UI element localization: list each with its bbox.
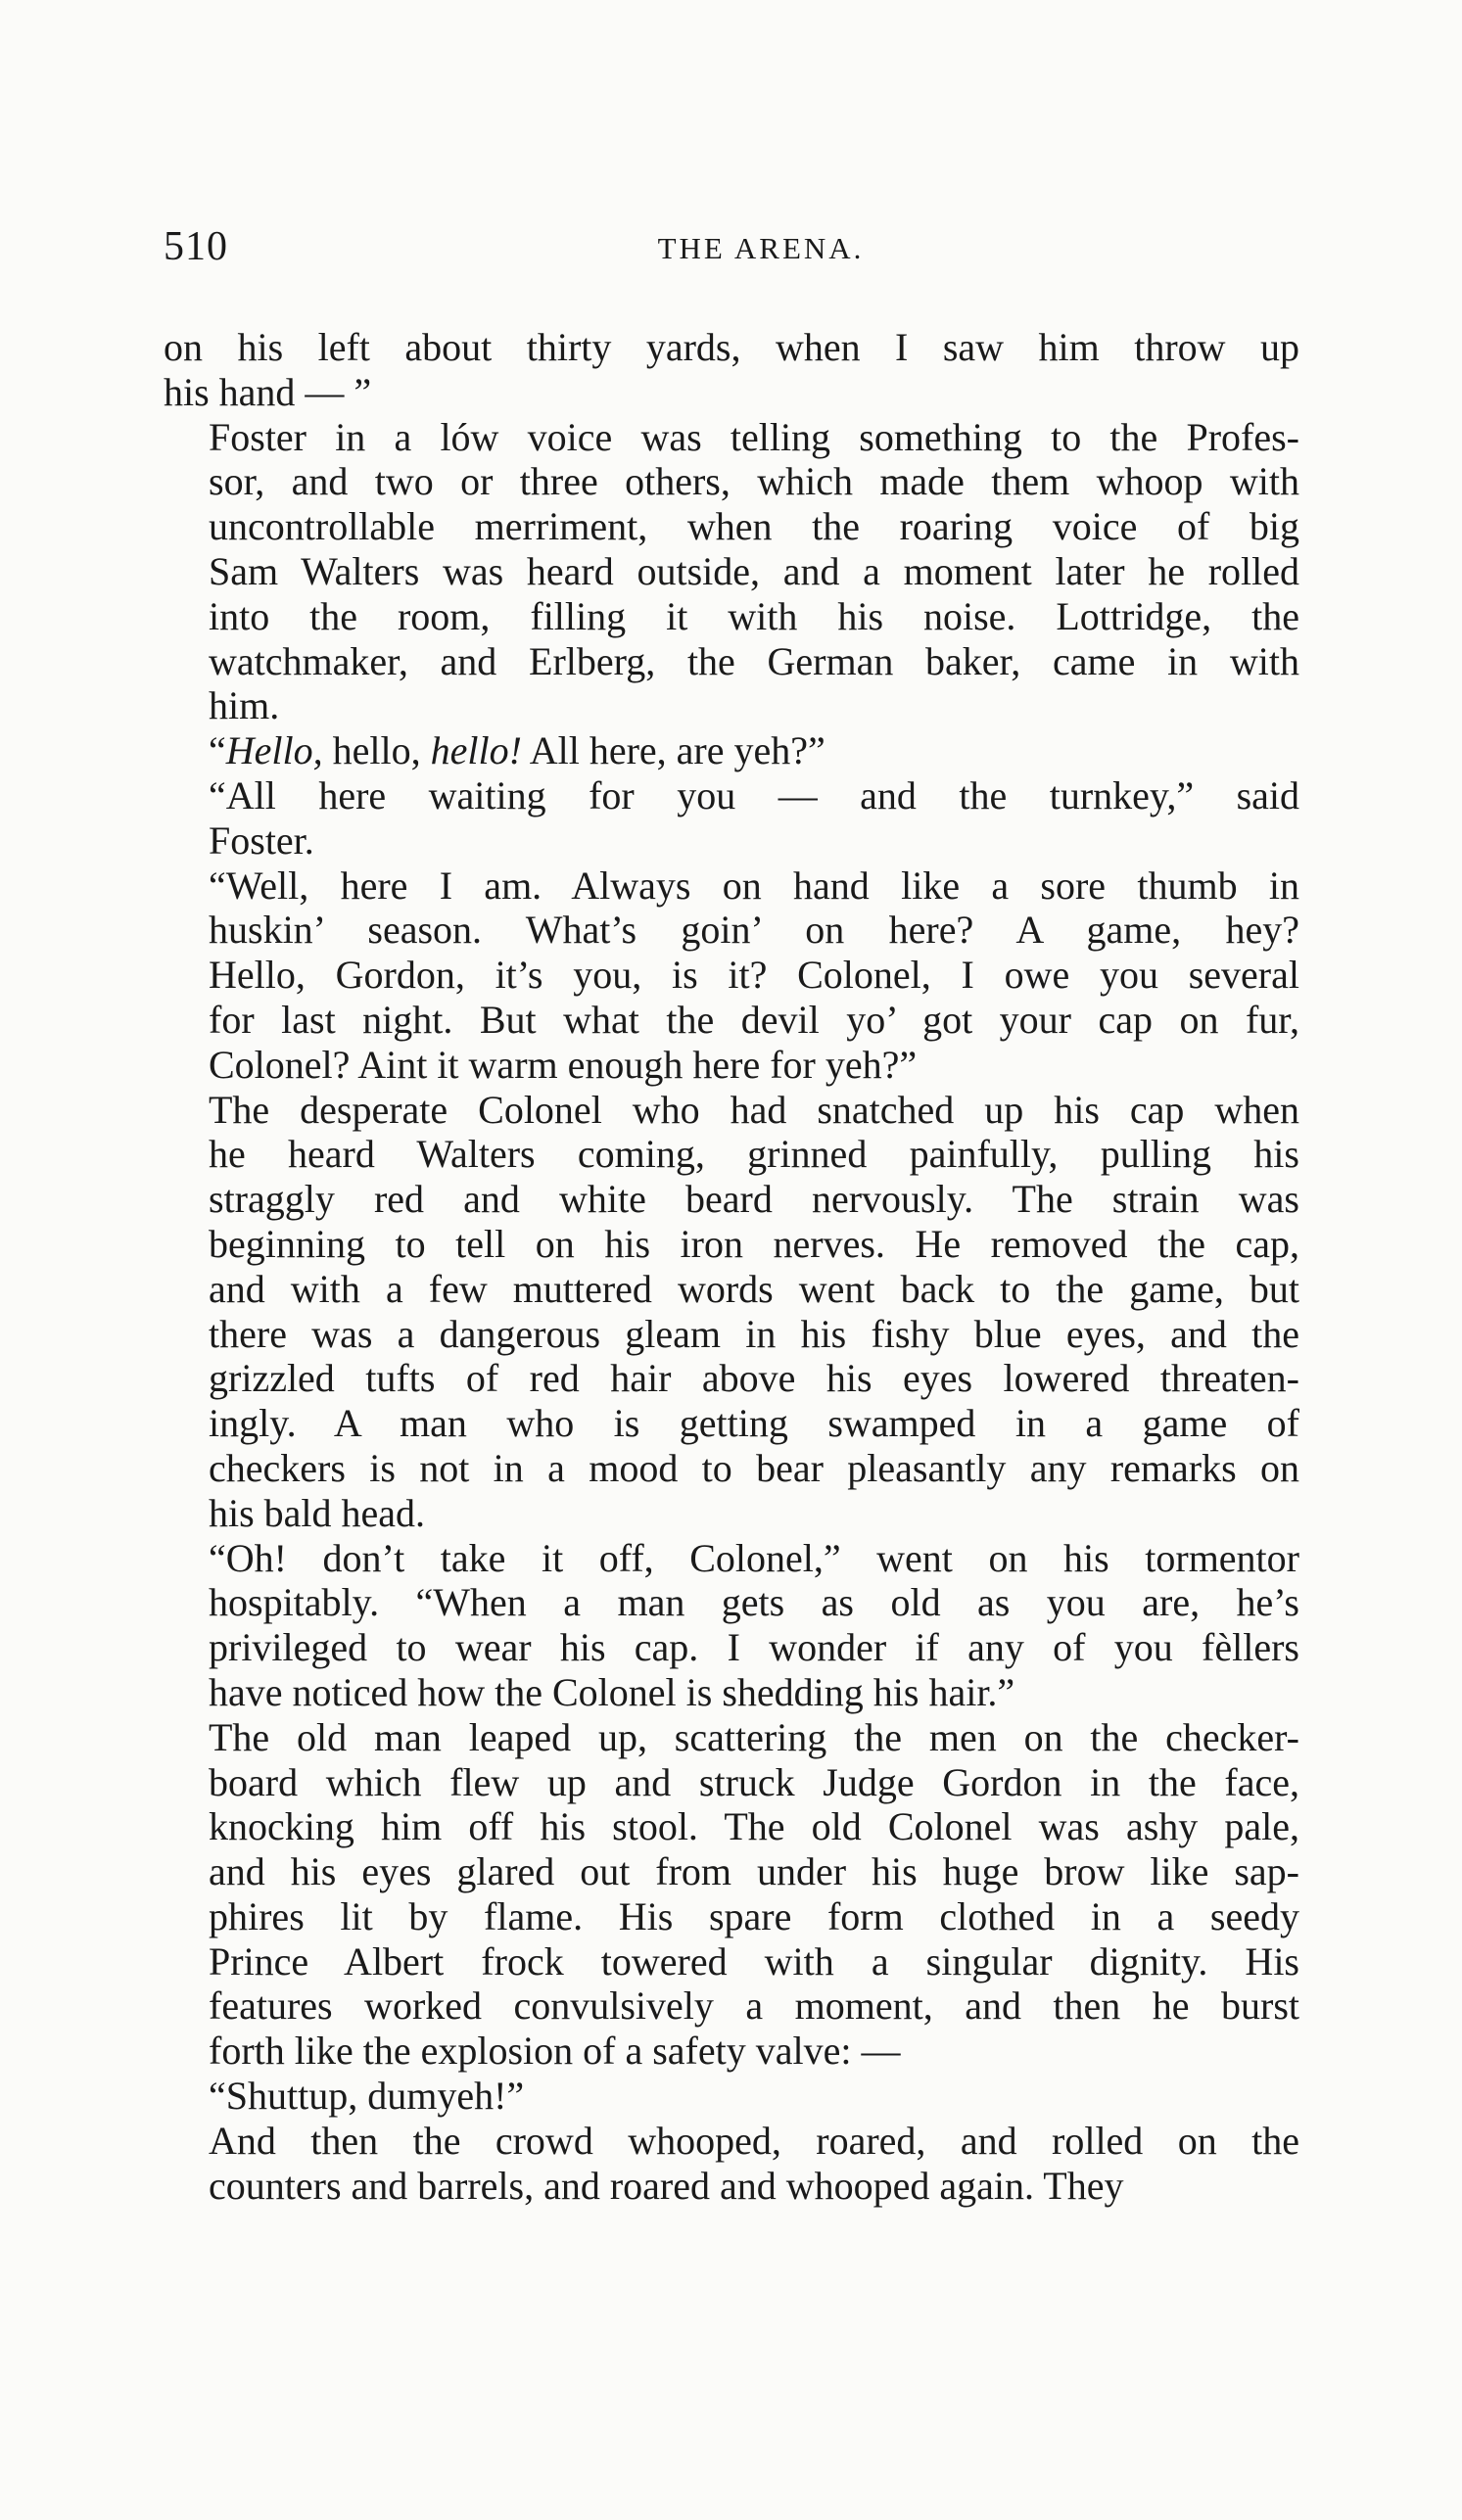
text-line: counters and barrels, and roared and whooped again. They	[209, 2163, 1124, 2208]
text-line: his bald head.	[209, 1490, 426, 1535]
paragraph	[164, 863, 1299, 1088]
text-line: beginning to tell on his iron nerves. He removed the cap,	[209, 1221, 1299, 1266]
text-line: privileged to wear his cap. I wonder if any of you fèllers	[209, 1625, 1299, 1670]
text-line: Colonel? Aint it warm enough here for yeh?”	[209, 1042, 918, 1087]
paragraph	[164, 728, 1299, 773]
page-number: 510	[164, 224, 228, 269]
text-line: grizzled tufts of red hair above his eyes lowered threaten-	[209, 1356, 1299, 1401]
book-page	[164, 223, 1299, 2208]
running-title: THE ARENA.	[657, 231, 865, 265]
text-line: into the room, filling it with his noise. Lottridge, the	[209, 593, 1299, 638]
text-line: and his eyes glared out from under his huge brow like sap-	[209, 1849, 1299, 1894]
text-line: forth like the explosion of a safety valve: —	[209, 2029, 901, 2074]
text-line: on his left about thirty yards, when I saw him throw up	[164, 325, 1299, 369]
text-line: for last night. But what the devil yo’ got your cap on fur,	[209, 997, 1299, 1042]
text-line: hospitably. “When a man gets as old as you are, he’s	[209, 1580, 1299, 1625]
paragraph	[164, 773, 1299, 863]
text-line: Sam Walters was heard outside, and a moment later he rolled	[209, 548, 1299, 593]
paragraph	[164, 2074, 1299, 2119]
text-line: straggly red and white beard nervously. The strain was	[209, 1177, 1299, 1222]
paragraph	[164, 325, 1299, 415]
body-text	[164, 325, 1299, 2208]
text-line: “All here waiting for you — and the turnkey,” said	[209, 772, 1299, 817]
text-line: “Shuttup, dumyeh!”	[209, 2074, 525, 2119]
text-line: features worked convulsively a moment, and then he burst	[209, 1983, 1299, 2029]
text-line: sor, and two or three others, which made them whoop with	[209, 459, 1299, 504]
paragraph	[164, 1715, 1299, 2074]
text-line: he heard Walters coming, grinned painfully, pulling his	[209, 1132, 1299, 1177]
text-line: The old man leaped up, scattering the men on the checker-	[209, 1714, 1299, 1759]
text-line: “Hello, hello, hello! All here, are yeh?”	[209, 728, 825, 773]
text-line: board which flew up and struck Judge Gordon in the face,	[209, 1759, 1299, 1804]
text-line: Foster in a lów voice was telling something to the Profes-	[209, 414, 1299, 459]
text-line: uncontrollable merriment, when the roaring voice of big	[209, 504, 1299, 549]
text-line: knocking him off his stool. The old Colonel was ashy pale,	[209, 1804, 1299, 1849]
text-line: Prince Albert frock towered with a singular dignity. His	[209, 1938, 1299, 1983]
text-line: him.	[209, 683, 280, 728]
text-line: Hello, Gordon, it’s you, is it? Colonel, I owe you several	[209, 953, 1299, 998]
text-line: checkers is not in a mood to bear pleasantly any remarks on	[209, 1445, 1299, 1490]
text-line: “Oh! don’t take it off, Colonel,” went on his tormentor	[209, 1535, 1299, 1580]
text-line: Foster.	[209, 817, 314, 863]
paragraph	[164, 1088, 1299, 1536]
text-line: huskin’ season. What’s goin’ on here? A game, hey?	[209, 908, 1299, 953]
text-line: there was a dangerous gleam in his fishy blue eyes, and the	[209, 1311, 1299, 1356]
text-line: and with a few muttered words went back to the game, but	[209, 1266, 1299, 1311]
paragraph	[164, 1536, 1299, 1715]
text-line: have noticed how the Colonel is shedding his hair.”	[209, 1669, 1015, 1714]
paragraph	[164, 2119, 1299, 2209]
text-line: “Well, here I am. Always on hand like a sore thumb in	[209, 863, 1299, 908]
text-line: The desperate Colonel who had snatched up his cap when	[209, 1087, 1299, 1132]
text-line: And then the crowd whooped, roared, and rolled on the	[209, 2118, 1299, 2163]
text-line: his hand — ”	[164, 369, 372, 414]
page-header	[164, 223, 1299, 278]
text-line: watchmaker, and Erlberg, the German baker, came in with	[209, 638, 1299, 683]
text-line: ingly. A man who is getting swamped in a game of	[209, 1401, 1299, 1446]
paragraph	[164, 415, 1299, 729]
text-line: phires lit by flame. His spare form clothed in a seedy	[209, 1893, 1299, 1938]
